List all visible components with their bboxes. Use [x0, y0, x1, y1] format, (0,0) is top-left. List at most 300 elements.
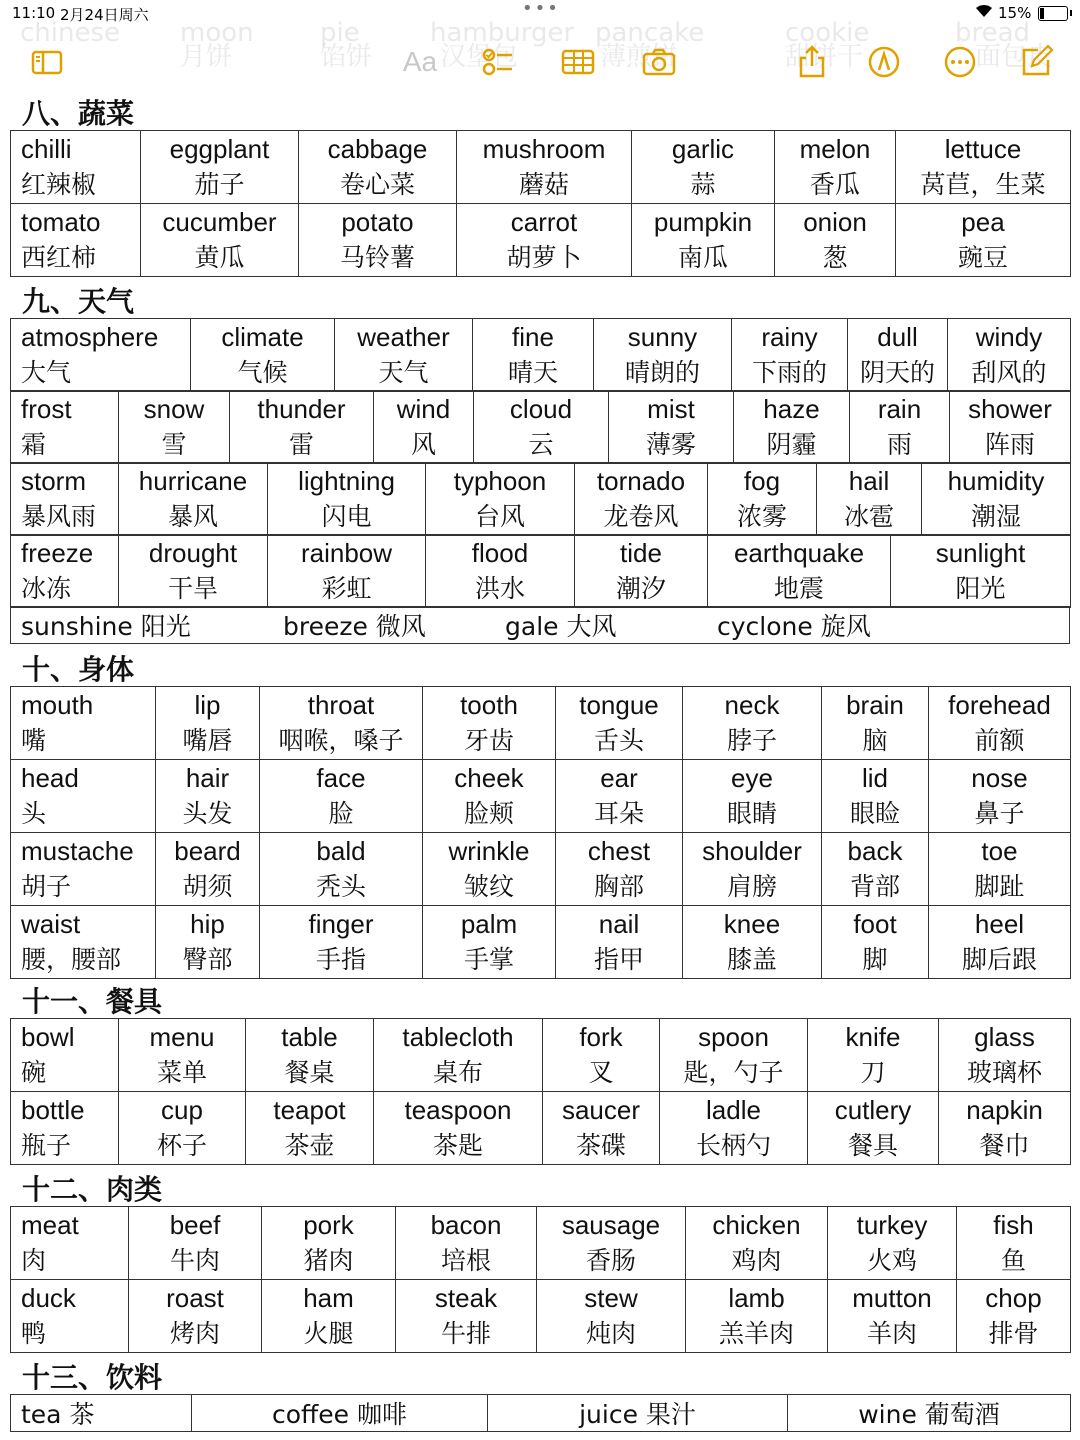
- table-cell[interactable]: sunshine 阳光: [11, 607, 278, 644]
- vocab-table-weather-2[interactable]: [10, 390, 1071, 464]
- vocab-cell[interactable]: [457, 204, 632, 277]
- english-word: thunder: [257, 394, 346, 424]
- vocab-cell[interactable]: [632, 204, 775, 277]
- english-word: rainbow: [300, 538, 393, 568]
- ghost-text: 面包皮: [975, 42, 1054, 72]
- status-date: 2月24日周六: [60, 6, 149, 24]
- chinese-meaning: 秃头: [315, 872, 366, 901]
- vocab-cell[interactable]: [230, 391, 374, 464]
- english-word: cutlery: [834, 1095, 912, 1125]
- chinese-meaning: 脚: [862, 945, 888, 974]
- chinese-meaning: 闪电: [321, 502, 372, 531]
- vocab-cell[interactable]: [423, 833, 556, 906]
- chinese-meaning: 脚后跟: [961, 945, 1037, 974]
- vocab-cell[interactable]: [426, 463, 575, 536]
- chinese-meaning: 蒜: [690, 170, 716, 199]
- vocab-cell[interactable]: [929, 687, 1071, 760]
- chinese-meaning: 桌布: [432, 1058, 483, 1087]
- vocab-cell[interactable]: [11, 1207, 129, 1280]
- english-word: tornado: [596, 466, 686, 496]
- vocab-cell[interactable]: [156, 906, 260, 979]
- vocab-cell[interactable]: [11, 1280, 129, 1353]
- chinese-meaning: 茶碟: [575, 1131, 626, 1160]
- chinese-meaning: 脚趾: [974, 872, 1025, 901]
- vocab-cell[interactable]: [922, 463, 1071, 536]
- vocab-cell[interactable]: [609, 391, 734, 464]
- english-word: menu: [149, 1022, 215, 1052]
- ghost-text: bread: [955, 18, 1031, 48]
- vocab-cell[interactable]: [848, 319, 948, 392]
- english-word: back: [847, 836, 903, 866]
- vocab-cell[interactable]: [396, 1207, 537, 1280]
- chinese-meaning: 火鸡: [866, 1246, 917, 1275]
- chinese-meaning: 鸭: [21, 1319, 47, 1348]
- vocab-cell[interactable]: [11, 833, 156, 906]
- chinese-meaning: 潮湿: [970, 502, 1021, 531]
- vocab-cell[interactable]: [260, 833, 423, 906]
- chinese-meaning: 马铃薯: [339, 243, 415, 272]
- ghost-text: chinese: [20, 18, 121, 48]
- chinese-meaning: 天气: [378, 358, 429, 387]
- chinese-meaning: 霜: [21, 430, 47, 459]
- vocab-cell[interactable]: [11, 1019, 119, 1092]
- chinese-meaning: 暴风雨: [21, 502, 97, 531]
- english-word: wrinkle: [448, 836, 530, 866]
- english-word: glass: [974, 1022, 1035, 1052]
- vocab-cell[interactable]: [575, 463, 708, 536]
- vocab-cell[interactable]: [246, 1019, 374, 1092]
- chinese-meaning: 香瓜: [809, 170, 860, 199]
- chinese-meaning: 台风: [474, 502, 525, 531]
- vocab-cell[interactable]: [775, 131, 896, 204]
- chinese-meaning: 脸: [328, 799, 354, 828]
- share-button[interactable]: [790, 40, 834, 84]
- vocab-cell[interactable]: [156, 833, 260, 906]
- table-cell[interactable]: gale 大风: [499, 607, 711, 644]
- vocab-cell[interactable]: [119, 535, 268, 608]
- vocab-cell[interactable]: [141, 204, 299, 277]
- chinese-meaning: 猪肉: [303, 1246, 354, 1275]
- vocab-cell[interactable]: [929, 833, 1071, 906]
- table-button[interactable]: [556, 40, 600, 84]
- vocab-table-weather-3[interactable]: [10, 462, 1071, 536]
- english-word: tongue: [579, 690, 659, 720]
- vocab-cell[interactable]: [11, 535, 119, 608]
- vocab-cell[interactable]: [817, 463, 922, 536]
- vocab-cell[interactable]: [556, 760, 683, 833]
- vocab-cell[interactable]: [957, 1207, 1071, 1280]
- vocab-table-weather-1[interactable]: [10, 318, 1071, 392]
- chinese-meaning: 瓶子: [21, 1131, 72, 1160]
- vocab-cell[interactable]: [556, 833, 683, 906]
- vocab-cell[interactable]: [11, 687, 156, 760]
- notes-toolbar: [0, 40, 1080, 84]
- vocab-cell[interactable]: [374, 1019, 543, 1092]
- vocab-cell[interactable]: [191, 319, 335, 392]
- chinese-meaning: 牛排: [440, 1319, 491, 1348]
- vocab-cell[interactable]: [11, 906, 156, 979]
- chinese-meaning: 阵雨: [984, 430, 1035, 459]
- chinese-meaning: 餐具: [847, 1131, 898, 1160]
- vocab-cell[interactable]: [939, 1092, 1071, 1165]
- english-word: tablecloth: [402, 1022, 514, 1052]
- english-word: mushroom: [482, 134, 606, 164]
- compose-icon: [1018, 44, 1054, 80]
- english-word: windy: [975, 322, 1043, 352]
- english-word: knee: [723, 909, 781, 939]
- sidebar-button[interactable]: [25, 40, 69, 84]
- vocab-cell[interactable]: [260, 760, 423, 833]
- chinese-meaning: 舌头: [593, 726, 644, 755]
- table-cell[interactable]: coffee 咖啡: [192, 1395, 488, 1432]
- multitasking-dots-icon[interactable]: •••: [522, 0, 560, 19]
- table-row: [11, 131, 1071, 204]
- english-word: sunny: [627, 322, 698, 352]
- chinese-meaning: 烤肉: [169, 1319, 220, 1348]
- chinese-meaning: 咽喉，嗓子: [278, 726, 404, 755]
- ghost-text: hamburger: [430, 18, 575, 48]
- chinese-meaning: 膝盖: [726, 945, 777, 974]
- chinese-meaning: 叉: [588, 1058, 614, 1087]
- vocab-cell[interactable]: [423, 906, 556, 979]
- chinese-meaning: 脖子: [726, 726, 777, 755]
- chinese-meaning: 茶壶: [284, 1131, 335, 1160]
- vocab-cell[interactable]: [896, 131, 1071, 204]
- vocab-cell[interactable]: [11, 463, 119, 536]
- chinese-meaning: 冰冻: [21, 574, 72, 603]
- checklist-button[interactable]: [476, 40, 520, 84]
- english-word: bottle: [21, 1095, 85, 1125]
- chinese-meaning: 长柄勺: [695, 1131, 771, 1160]
- table-row: [11, 760, 1071, 833]
- vocab-cell[interactable]: [537, 1207, 686, 1280]
- vocab-cell[interactable]: [828, 1280, 957, 1353]
- english-word: rain: [877, 394, 922, 424]
- chinese-meaning: 胡须: [182, 872, 233, 901]
- vocab-cell[interactable]: [683, 906, 822, 979]
- vocab-cell[interactable]: [808, 1019, 939, 1092]
- english-word: tooth: [460, 690, 518, 720]
- vocab-cell[interactable]: [260, 687, 423, 760]
- vocab-table-weather-4[interactable]: [10, 534, 1071, 608]
- chinese-meaning: 暴风: [167, 502, 218, 531]
- chinese-meaning: 气候: [237, 358, 288, 387]
- english-word: napkin: [966, 1095, 1043, 1125]
- english-word: sunlight: [935, 538, 1026, 568]
- table-row: [11, 906, 1071, 979]
- vocab-table-meat[interactable]: [10, 1206, 1071, 1353]
- vocab-cell[interactable]: [556, 906, 683, 979]
- vocab-cell[interactable]: [141, 131, 299, 204]
- table-cell[interactable]: tea 茶: [11, 1395, 192, 1432]
- english-word: dull: [877, 322, 918, 352]
- english-word: finger: [308, 909, 374, 939]
- vocab-table-vegetables[interactable]: [10, 130, 1071, 277]
- chinese-meaning: 鱼: [1000, 1246, 1026, 1275]
- english-word: fine: [512, 322, 554, 352]
- chinese-meaning: 彩虹: [321, 574, 372, 603]
- chinese-meaning: 碗: [21, 1058, 47, 1087]
- chinese-meaning: 浓雾: [736, 502, 787, 531]
- vocab-cell[interactable]: [11, 1092, 119, 1165]
- vocab-table-tableware[interactable]: [10, 1018, 1071, 1165]
- english-word: steak: [434, 1283, 498, 1313]
- english-word: chop: [985, 1283, 1042, 1313]
- english-word: pumpkin: [653, 207, 753, 237]
- chinese-meaning: 阳光: [955, 574, 1006, 603]
- vocab-cell[interactable]: [660, 1019, 808, 1092]
- vocab-cell[interactable]: [775, 204, 896, 277]
- table-cell[interactable]: cyclone 旋风: [711, 607, 1070, 644]
- more-button[interactable]: [938, 40, 982, 84]
- english-word: cabbage: [327, 134, 428, 164]
- chinese-meaning: 餐桌: [284, 1058, 335, 1087]
- english-word: ear: [600, 763, 638, 793]
- vocab-cell[interactable]: [683, 833, 822, 906]
- vocab-cell[interactable]: [950, 391, 1071, 464]
- vocab-cell[interactable]: [734, 391, 850, 464]
- vocab-cell[interactable]: [11, 760, 156, 833]
- chinese-meaning: 嘴唇: [182, 726, 233, 755]
- english-word: lightning: [298, 466, 395, 496]
- chinese-meaning: 晴朗的: [624, 358, 700, 387]
- battery-percent: 15%: [998, 4, 1032, 22]
- ghost-text: 月饼: [180, 42, 233, 72]
- chinese-meaning: 茶匙: [432, 1131, 483, 1160]
- chinese-meaning: 雨: [886, 430, 912, 459]
- vocab-table-body[interactable]: [10, 686, 1071, 979]
- vocab-cell[interactable]: [374, 1092, 543, 1165]
- vocab-cell[interactable]: [262, 1207, 396, 1280]
- chinese-meaning: 红辣椒: [21, 170, 97, 199]
- english-word: fork: [579, 1022, 623, 1052]
- english-word: tomato: [21, 207, 101, 237]
- vocab-cell[interactable]: [543, 1092, 660, 1165]
- vocab-cell[interactable]: [474, 391, 609, 464]
- chinese-meaning: 龙卷风: [603, 502, 679, 531]
- markup-button[interactable]: [862, 40, 906, 84]
- vocab-cell[interactable]: [299, 131, 457, 204]
- vocab-cell[interactable]: [268, 535, 426, 608]
- vocab-cell[interactable]: [11, 391, 119, 464]
- vocab-cell[interactable]: [156, 760, 260, 833]
- vocab-cell[interactable]: [556, 687, 683, 760]
- section-title: 十二、肉类: [22, 1173, 163, 1206]
- vocab-cell[interactable]: [575, 535, 708, 608]
- section-title: 八、蔬菜: [22, 97, 135, 130]
- chinese-meaning: 肉: [21, 1246, 47, 1275]
- english-word: cucumber: [162, 207, 277, 237]
- ghost-text: moon: [180, 18, 254, 48]
- vocab-cell[interactable]: [929, 906, 1071, 979]
- vocab-cell[interactable]: [457, 131, 632, 204]
- english-word: mouth: [21, 690, 94, 720]
- table-cell[interactable]: juice 果汁: [488, 1395, 788, 1432]
- english-word: table: [281, 1022, 338, 1052]
- vocab-cell[interactable]: [11, 204, 141, 277]
- english-word: snow: [143, 394, 205, 424]
- vocab-cell[interactable]: [896, 204, 1071, 277]
- vocab-cell[interactable]: [594, 319, 732, 392]
- vocab-cell[interactable]: [119, 1092, 246, 1165]
- vocab-table-weather-single[interactable]: [10, 606, 1070, 644]
- chinese-meaning: 培根: [440, 1246, 491, 1275]
- vocab-cell[interactable]: [11, 131, 141, 204]
- chinese-meaning: 指甲: [593, 945, 644, 974]
- vocab-cell[interactable]: [891, 535, 1071, 608]
- vocab-cell[interactable]: [374, 391, 474, 464]
- chinese-meaning: 脑: [862, 726, 888, 755]
- english-word: weather: [357, 322, 450, 352]
- vocab-cell[interactable]: [632, 131, 775, 204]
- english-word: ladle: [706, 1095, 761, 1125]
- english-word: hip: [190, 909, 225, 939]
- vocab-cell[interactable]: [828, 1207, 957, 1280]
- vocab-cell[interactable]: [129, 1207, 262, 1280]
- vocab-cell[interactable]: [396, 1280, 537, 1353]
- camera-button[interactable]: [637, 40, 681, 84]
- vocab-cell[interactable]: [822, 833, 929, 906]
- english-word: wind: [396, 394, 451, 424]
- english-word: toe: [981, 836, 1018, 866]
- chinese-meaning: 莴苣，生菜: [920, 170, 1046, 199]
- chinese-meaning: 蘑菇: [518, 170, 569, 199]
- compose-button[interactable]: [1014, 40, 1058, 84]
- table-row: [11, 833, 1071, 906]
- chinese-meaning: 冰雹: [843, 502, 894, 531]
- vocab-cell[interactable]: [660, 1092, 808, 1165]
- english-word: atmosphere: [21, 322, 159, 352]
- ghost-text: pancake: [595, 18, 705, 48]
- vocab-cell[interactable]: [808, 1092, 939, 1165]
- chinese-meaning: 头: [21, 799, 47, 828]
- chinese-meaning: 刮风的: [971, 358, 1047, 387]
- english-word: ham: [303, 1283, 354, 1313]
- table-row: [11, 391, 1071, 464]
- chinese-meaning: 刀: [860, 1058, 886, 1087]
- chinese-meaning: 杯子: [156, 1131, 207, 1160]
- english-word: carrot: [510, 207, 578, 237]
- chinese-meaning: 前额: [974, 726, 1025, 755]
- vocab-cell[interactable]: [850, 391, 950, 464]
- vocab-cell[interactable]: [683, 687, 822, 760]
- chinese-meaning: 茄子: [194, 170, 245, 199]
- chinese-meaning: 胡子: [21, 872, 72, 901]
- vocab-cell[interactable]: [822, 687, 929, 760]
- vocab-cell[interactable]: [299, 204, 457, 277]
- chinese-meaning: 头发: [182, 799, 233, 828]
- english-word: head: [21, 763, 79, 793]
- vocab-cell[interactable]: [260, 906, 423, 979]
- vocab-cell[interactable]: [686, 1280, 828, 1353]
- english-word: chicken: [712, 1210, 801, 1240]
- english-word: flood: [471, 538, 529, 568]
- vocab-cell[interactable]: [119, 1019, 246, 1092]
- vocab-cell[interactable]: [119, 463, 268, 536]
- english-word: throat: [307, 690, 375, 720]
- more-icon: [942, 44, 978, 80]
- chinese-meaning: 羔羊肉: [718, 1319, 794, 1348]
- vocab-cell[interactable]: [939, 1019, 1071, 1092]
- sidebar-icon: [29, 44, 65, 80]
- vocab-cell[interactable]: [957, 1280, 1071, 1353]
- chinese-meaning: 雷: [288, 430, 314, 459]
- vocab-cell[interactable]: [683, 760, 822, 833]
- vocab-cell[interactable]: [246, 1092, 374, 1165]
- vocab-cell[interactable]: [423, 760, 556, 833]
- chinese-meaning: 阴天的: [859, 358, 935, 387]
- english-word: cloud: [509, 394, 573, 424]
- vocab-cell[interactable]: [11, 319, 191, 392]
- vocab-cell[interactable]: [543, 1019, 660, 1092]
- chinese-meaning: 背部: [849, 872, 900, 901]
- table-cell[interactable]: wine 葡萄酒: [788, 1395, 1071, 1432]
- english-word: pork: [303, 1210, 354, 1240]
- english-word: foot: [853, 909, 897, 939]
- vocab-cell[interactable]: [156, 687, 260, 760]
- table-cell[interactable]: breeze 微风: [277, 607, 499, 644]
- chinese-meaning: 耳朵: [593, 799, 644, 828]
- english-word: forehead: [948, 690, 1051, 720]
- english-word: potato: [341, 207, 414, 237]
- vocab-cell[interactable]: [129, 1280, 262, 1353]
- vocab-cell[interactable]: [708, 463, 817, 536]
- vocab-cell[interactable]: [537, 1280, 686, 1353]
- vocab-cell[interactable]: [822, 906, 929, 979]
- vocab-table-drinks[interactable]: [10, 1394, 1071, 1432]
- vocab-cell[interactable]: [686, 1207, 828, 1280]
- chinese-meaning: 匙，勺子: [683, 1058, 784, 1087]
- vocab-cell[interactable]: [262, 1280, 396, 1353]
- chinese-meaning: 雪: [161, 430, 187, 459]
- vocab-cell[interactable]: [335, 319, 473, 392]
- vocab-cell[interactable]: [119, 391, 230, 464]
- vocab-cell[interactable]: [473, 319, 594, 392]
- english-word: mutton: [852, 1283, 932, 1313]
- chinese-meaning: 炖肉: [585, 1319, 636, 1348]
- table-row: [11, 607, 1070, 644]
- english-word: cheek: [454, 763, 524, 793]
- chinese-meaning: 香肠: [585, 1246, 636, 1275]
- english-word: earthquake: [733, 538, 865, 568]
- english-word: pea: [961, 207, 1005, 237]
- vocab-cell[interactable]: [732, 319, 848, 392]
- english-word: palm: [460, 909, 518, 939]
- english-word: hurricane: [138, 466, 248, 496]
- chinese-meaning: 大气: [21, 358, 72, 387]
- english-word: chest: [587, 836, 651, 866]
- english-word: teapot: [273, 1095, 346, 1125]
- table-row: [11, 1280, 1071, 1353]
- text-format-button[interactable]: Aa: [402, 46, 438, 77]
- vocab-cell[interactable]: [423, 687, 556, 760]
- vocab-cell[interactable]: [929, 760, 1071, 833]
- chinese-meaning: 菜单: [156, 1058, 207, 1087]
- vocab-cell[interactable]: [426, 535, 575, 608]
- english-word: melon: [799, 134, 871, 164]
- chinese-meaning: 脸颊: [463, 799, 514, 828]
- vocab-cell[interactable]: [268, 463, 426, 536]
- english-word: eggplant: [169, 134, 270, 164]
- ghost-text: cookie: [785, 18, 870, 48]
- vocab-cell[interactable]: [822, 760, 929, 833]
- vocab-cell[interactable]: [948, 319, 1071, 392]
- chinese-meaning: 胡萝卜: [506, 243, 582, 272]
- english-word: face: [316, 763, 366, 793]
- chinese-meaning: 玻璃杯: [966, 1058, 1042, 1087]
- vocab-cell[interactable]: [708, 535, 891, 608]
- english-word: turkey: [856, 1210, 928, 1240]
